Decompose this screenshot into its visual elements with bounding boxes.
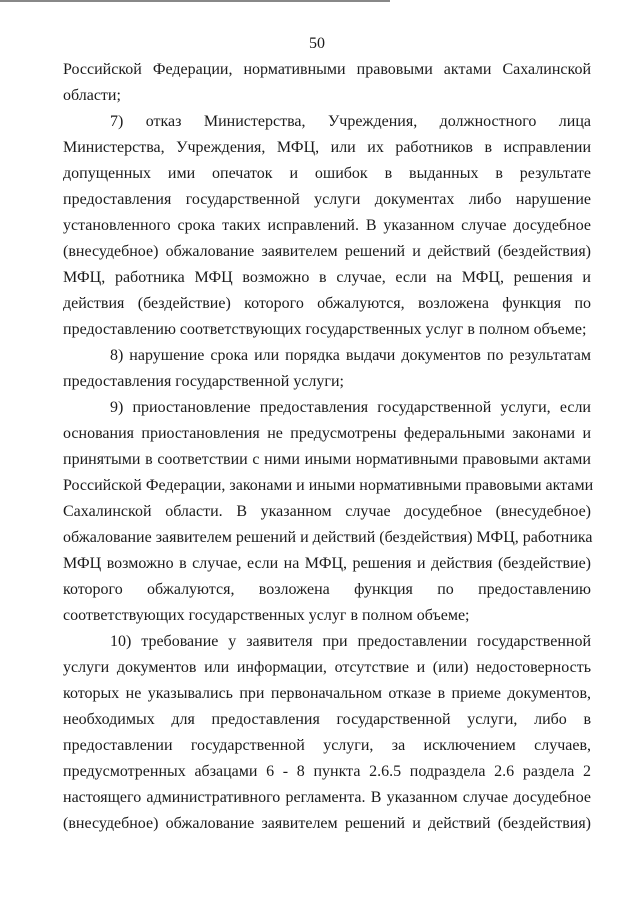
text-line: необходимых для предоставления государственной услуги, либо в — [63, 711, 591, 728]
text-line: обжалование заявителем решений и действий (бездействия) МФЦ, работника — [63, 529, 593, 546]
text-line: МФЦ возможно в случае, если на МФЦ, решения и действия (бездействие) — [63, 555, 591, 572]
text-line: которого обжалуются, возложена функция по предоставлению — [63, 581, 591, 598]
text-line: предоставления государственной услуги документах либо нарушение — [63, 191, 591, 208]
text-line: основания приостановления не предусмотрены федеральными законами и — [63, 425, 591, 442]
document-body — [63, 57, 594, 837]
text-line: предоставления государственной услуги; — [63, 373, 344, 390]
text-line: предоставлению соответствующих государственных услуг в полном объеме; — [63, 321, 587, 338]
text-line: области; — [63, 87, 121, 104]
text-line: допущенных ими опечаток и ошибок в выданных в результате — [63, 165, 591, 182]
text-line: предоставлении государственной услуги, за исключением случаев, — [63, 737, 591, 754]
text-line: установленного срока таких исправлений. В указанном случае досудебное — [63, 217, 591, 234]
text-line: предусмотренных абзацами 6 - 8 пункта 2.6.5 подраздела 2.6 раздела 2 — [63, 763, 591, 780]
text-line: Российской Федерации, нормативными правовыми актами Сахалинской — [63, 61, 591, 78]
text-line: 8) нарушение срока или порядка выдачи документов по результатам — [110, 347, 591, 364]
text-line: МФЦ, работника МФЦ возможно в случае, если на МФЦ, решения и — [63, 269, 591, 286]
text-line: соответствующих государственных услуг в полном объеме; — [63, 607, 470, 624]
text-line: действия (бездействие) которого обжалуются, возложена функция по — [63, 295, 591, 312]
text-line: Сахалинской области. В указанном случае досудебное (внесудебное) — [63, 503, 591, 520]
text-line: которых не указывались при первоначальном отказе в приеме документов, — [63, 685, 591, 702]
scan-edge-line — [0, 0, 390, 2]
text-line: Российской Федерации, законами и иными нормативными правовыми актами — [63, 477, 594, 494]
text-line: услуги документов или информации, отсутствие и (или) недостоверность — [63, 659, 591, 676]
text-line: настоящего административного регламента. В указанном случае досудебное — [63, 789, 591, 806]
text-line: Министерства, Учреждения, МФЦ, или их работников в исправлении — [63, 139, 591, 156]
text-line: 10) требование у заявителя при предоставлении государственной — [110, 633, 591, 650]
text-line: 9) приостановление предоставления государственной услуги, если — [110, 399, 591, 416]
text-line: принятыми в соответствии с ними иными нормативными правовыми актами — [63, 451, 591, 468]
text-line: 7) отказ Министерства, Учреждения, должностного лица — [110, 113, 591, 130]
page-number: 50 — [309, 35, 325, 52]
text-line: (внесудебное) обжалование заявителем решений и действий (бездействия) — [63, 243, 591, 260]
text-line: (внесудебное) обжалование заявителем решений и действий (бездействия) — [63, 815, 591, 832]
